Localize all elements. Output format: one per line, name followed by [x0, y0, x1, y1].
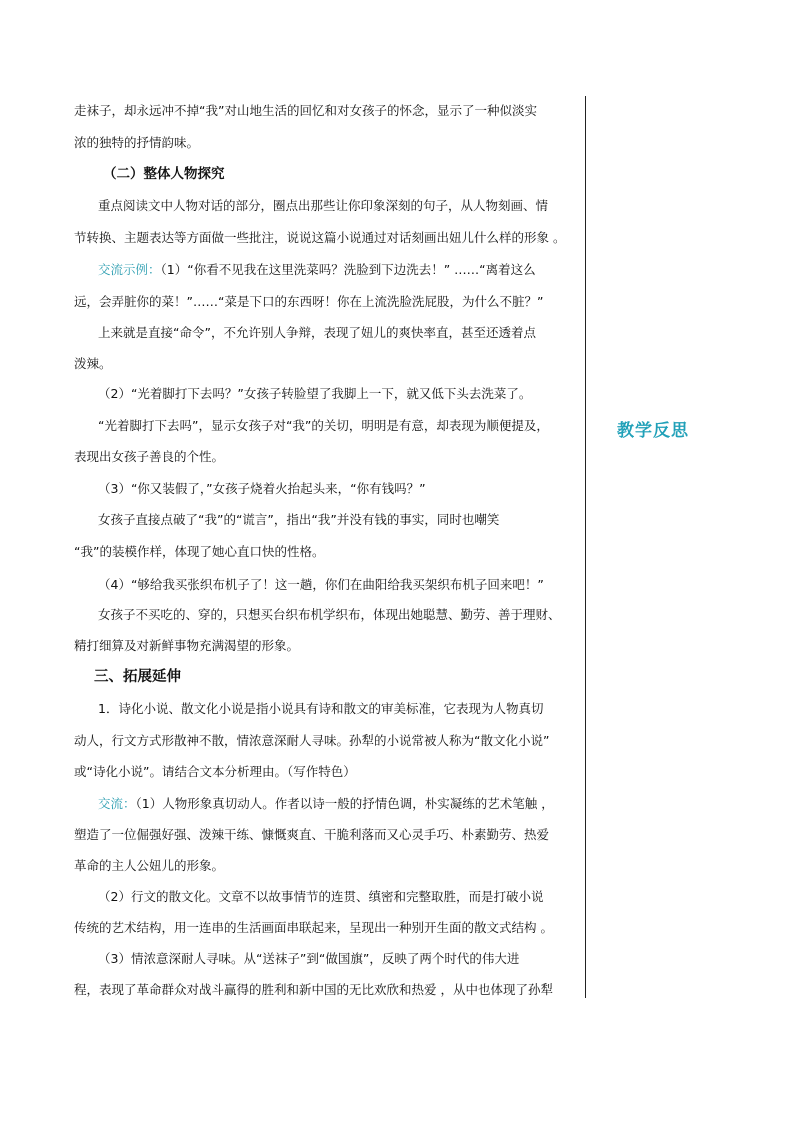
- text-line: 远，会弄脏你的菜！”……“菜是下口的东西呀！你在上流洗脸洗屁股，为什么不脏？”: [74, 294, 544, 309]
- text-line: （3）“你又装假了，”女孩子烧着火抬起头来，“你有钱吗？”: [98, 481, 426, 496]
- text-line: 革命的主人公妞儿的形象。: [74, 858, 225, 873]
- text-line: 女孩子不买吃的、穿的，只想买台织布机学织布，体现出她聪慧、勤劳、善于理财、: [98, 607, 561, 622]
- text-line: 1．诗化小说、散文化小说是指小说具有诗和散文的审美标准，它表现为人物真切: [98, 701, 544, 716]
- section-heading: 三、拓展延伸: [94, 669, 181, 685]
- text-line: （2）“光着脚打下去吗？”女孩子转脸望了我脚上一下，就又低下头去洗菜了。: [98, 386, 532, 401]
- text-line: 精打细算及对新鲜事物充满渴望的形象。: [74, 638, 300, 653]
- text-line: “光着脚打下去吗”，显示女孩子对“我”的关切，明明是有意，却表现为顺便提及，: [98, 418, 549, 433]
- exchange-text: （1）人物形象真切动人。作者以诗一般的抒情色调，朴实凝练的艺术笔触 ，: [135, 796, 554, 811]
- text-line: 或“诗化小说”。请结合文本分析理由。（写作特色）: [74, 764, 356, 779]
- text-line: 动人，行文方式形散神不散，情浓意深耐人寻味。孙犁的小说常被人称为“散文化小说”: [74, 733, 550, 748]
- section-heading: （二）整体人物探究: [103, 166, 225, 182]
- column-divider: [585, 96, 586, 998]
- example-text: （1）“你看不见我在这里洗菜吗？洗脸到下边洗去！” ……“离着这么: [160, 262, 536, 277]
- text-line: 节转换、主题表达等方面做一些批注，说说这篇小说通过对话刻画出妞儿什么样的形象 。: [74, 230, 566, 245]
- text-line: 走袜子，却永远冲不掉“我”对山地生活的回忆和对女孩子的怀念，显示了一种似淡实: [74, 103, 537, 118]
- text-line: 传统的艺术结构，用一连串的生活画面串联起来，呈现出一种别开生面的散文式结构 。: [74, 920, 553, 935]
- text-line: 女孩子直接点破了“我”的“谎言”，指出“我”并没有钱的事实，同时也嘲笑: [98, 512, 500, 527]
- example-line: [98, 796, 554, 812]
- example-line: [98, 262, 536, 278]
- text-line: 塑造了一位倔强好强、泼辣干练、慷慨爽直、干脆利落而又心灵手巧、朴素勤劳、热爱: [74, 827, 550, 842]
- exchange-label: 交流：: [98, 796, 136, 811]
- text-line: （4）“够给我买张织布机子了！这一趟，你们在曲阳给我买架织布机子回来吧！”: [98, 577, 544, 592]
- text-line: （3）情浓意深耐人寻味。从“送袜子”到“做国旗”，反映了两个时代的伟大进: [98, 951, 520, 966]
- text-line: 浓的独特的抒情韵味。: [74, 135, 200, 150]
- example-label: 交流示例：: [98, 262, 161, 277]
- text-line: 重点阅读文中人物对话的部分，圈点出那些让你印象深刻的句子，从人物刻画、情: [98, 198, 549, 213]
- teaching-reflection-title: 教学反思: [617, 421, 689, 441]
- text-line: “我”的装模作样，体现了她心直口快的性格。: [74, 544, 325, 559]
- text-line: （2）行文的散文化。文章不以故事情节的连贯、缜密和完整取胜，而是打破小说: [98, 889, 544, 904]
- text-line: 泼辣。: [74, 356, 112, 371]
- text-line: 程，表现了革命群众对战斗赢得的胜利和新中国的无比欢欣和热爱 ，从中也体现了孙犁: [74, 982, 553, 997]
- text-line: 上来就是直接“命令”，不允许别人争辩，表现了妞儿的爽快率直，甚至还透着点: [98, 325, 536, 340]
- text-line: 表现出女孩子善良的个性。: [74, 449, 225, 464]
